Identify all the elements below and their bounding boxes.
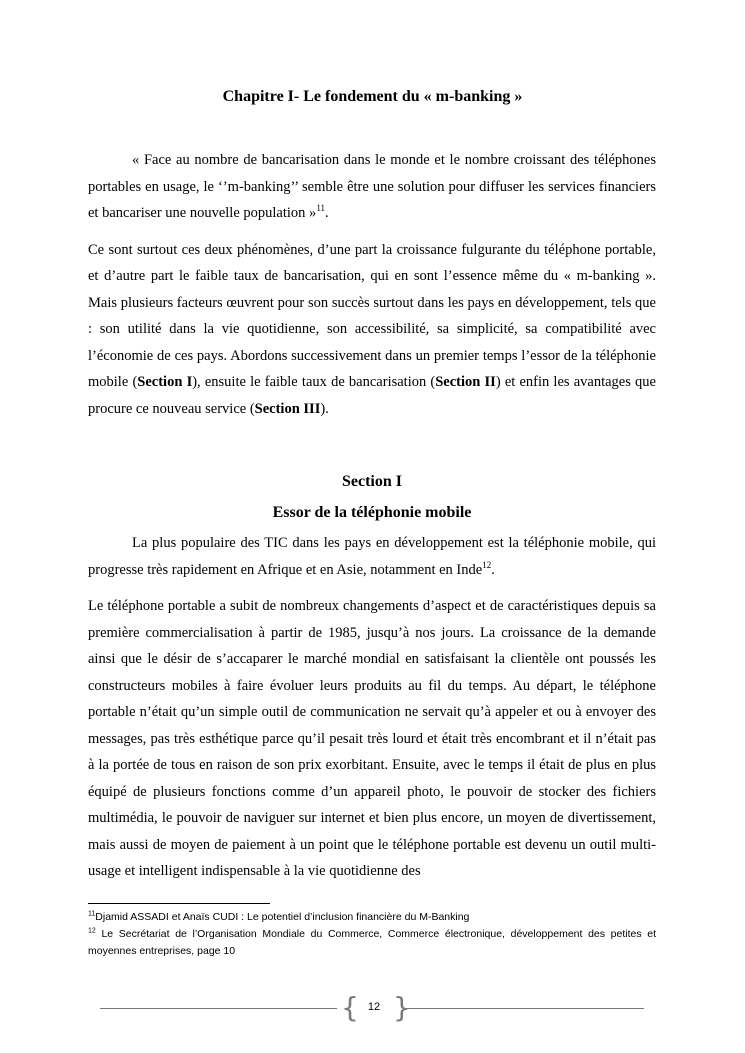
footer-rule-left [100, 1008, 337, 1009]
section-paragraph-2: Le téléphone portable a subit de nombreux changements d’aspect et de caractéristiques depuis sa première commercialisation à partir de 1985, jusqu’à nos jours. La croissance de la demande ainsi que le désir de s’accaparer le marché mondial en satisfaisant la clientèle ont poussés les constructeurs mobiles à faire évoluer leurs produits au fil du temps. Au départ, le téléphone portable n’était qu’un simple outil de communication ne servait qu’à appeler et ou à envoyer des messages, pas très esthétique parce qu’il pesait très lourd et était très encombrant et il n’était pas à la portée de tous en raison de son prix exorbitant. Ensuite, avec le temps il était de plus en plus équipé de plusieurs fonctions comme d’un appareil photo, le pouvoir de stocker des fichiers multimédia, le pouvoir de naviguer sur internet et bien plus encore, un moyen de divertissement, mais aussi de moyen de paiement à un point que le téléphone portable est devenu un outil multi-usage et intelligent indispensable à la vie quotidienne des [88, 598, 656, 879]
section-ref-2: Section II [435, 374, 496, 390]
section-ref-3: Section III [254, 400, 321, 417]
intro-block [88, 147, 656, 422]
section-title: Essor de la téléphonie mobile [272, 504, 472, 521]
footnote-11: $^{11}$Djamid ASSADI et Anaïs CUDI : Le potentiel d’inclusion financière du M-Banking [88, 910, 470, 923]
section-ref-1: Section I [137, 374, 193, 390]
left-brace-icon: { [341, 991, 359, 1024]
intro-paragraph: Ce sont surtout ces deux phénomènes, d’une part la croissance fulgurante du téléphone portable, et d’autre part le faible taux de bancarisation, qui en sont l’essence même du « m-banking ». Mais plusieurs facteurs œuvrent pour son succès surtout dans les pays en développement, tels que : son utilité dans la vie quotidienne, son accessibilité, sa simplicité, sa compatibilité avec l’économie de ces pays. Abordons successivement dans un premier temps l’essor de la téléphonie mobile (Section I), ensuite le faible taux de bancarisation (Section II) et enfin les avantages que procure ce nouveau service (Section III). [88, 241, 656, 417]
intro-quote-paragraph: « Face au nombre de bancarisation dans le monde et le nombre croissant des téléphones portables en usage, le ‘’m-banking’’ semble être une solution pour diffuser les services financiers et bancariser une nouvelle population »$^{11}$. [88, 152, 656, 221]
footnote-12: $^{12}$ Le Secrétariat de l’Organisation Mondiale du Commerce, Commerce électronique, développement des petites et moyennes entreprises, page 10 [88, 927, 656, 957]
right-brace-icon: } [393, 991, 411, 1024]
footer-rule-right [403, 1008, 644, 1009]
page-number: 12 [367, 1001, 381, 1013]
section-paragraph-1: La plus populaire des TIC dans les pays en développement est la téléphonie mobile, qui progresse très rapidement en Afrique et en Asie, notamment en Inde$^{12}$. [88, 535, 656, 578]
footnote-separator [88, 903, 270, 904]
footnote-ref-11[interactable]: 11 [316, 203, 325, 214]
footnote-ref-12[interactable]: 12 [482, 559, 492, 570]
section-label: Section I [342, 473, 402, 490]
section-body [88, 530, 656, 885]
intro-quote: « Face au nombre de bancarisation dans le monde et le nombre croissant des téléphones portables en usage, le ‘’m-banking’’ semble être une solution pour diffuser les services financiers et bancariser une nouvelle population » [88, 152, 656, 221]
chapter-title: Chapitre I- Le fondement du « m-banking » [222, 88, 523, 105]
footnotes [88, 909, 656, 960]
